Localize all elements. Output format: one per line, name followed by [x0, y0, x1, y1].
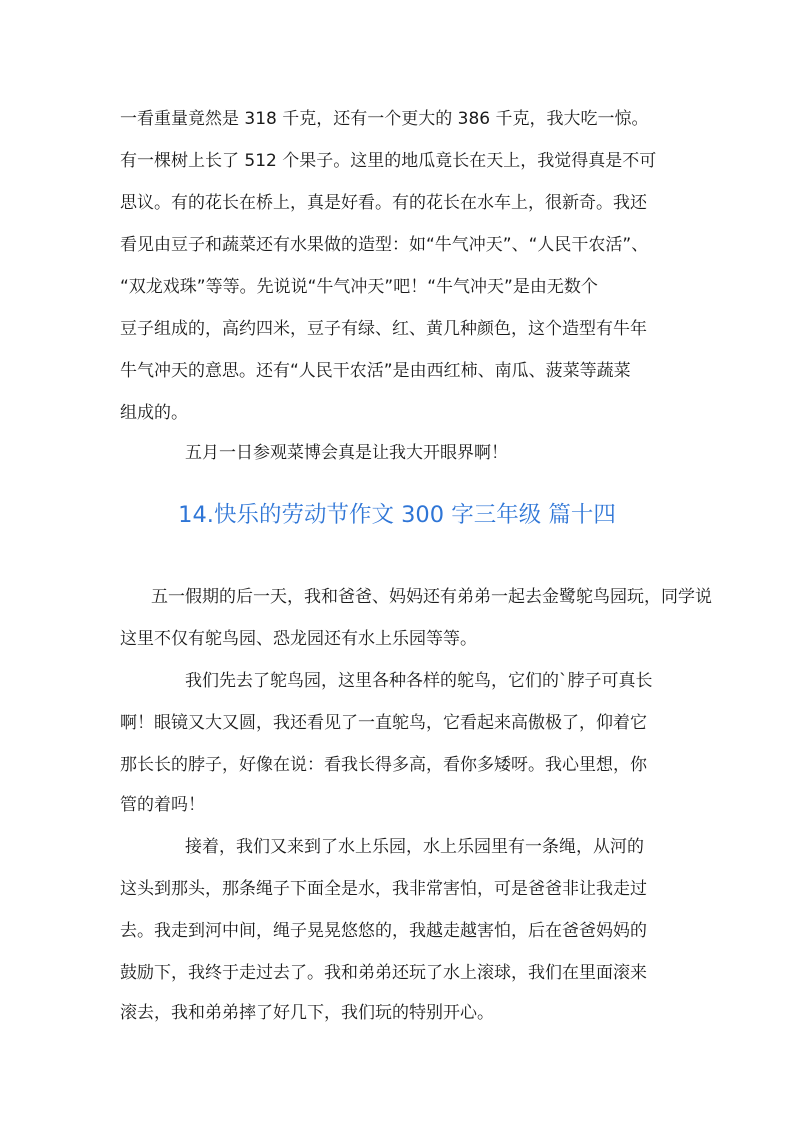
- paragraph-line: 这里不仅有鸵鸟园、恐龙园还有水上乐园等等。: [120, 629, 477, 649]
- paragraph-line: 管的着吗！: [120, 795, 205, 815]
- paragraph-line: 有一棵树上长了 512 个果子。这里的地瓜竟长在天上，我觉得真是不可: [120, 151, 657, 171]
- paragraph-line: 接着，我们又来到了水上乐园，水上乐园里有一条绳，从河的: [185, 837, 644, 857]
- paragraph-line: 五月一日参观菜博会真是让我大开眼界啊！: [185, 443, 508, 463]
- paragraph-line: 去。我走到河中间，绳子晃晃悠悠的，我越走越害怕，后在爸爸妈妈的: [120, 921, 647, 941]
- paragraph-line: 滚去，我和弟弟摔了好几下，我们玩的特别开心。: [120, 1003, 494, 1023]
- paragraph-line: 组成的。: [120, 403, 188, 423]
- paragraph-line: 鼓励下，我终于走过去了。我和弟弟还玩了水上滚球，我们在里面滚来: [120, 963, 647, 983]
- paragraph-line: 看见由豆子和蔬菜还有水果做的造型：如“牛气冲天”、“人民干农活”、: [120, 235, 649, 255]
- paragraph-line: 啊！眼镜又大又圆，我还看见了一直鸵鸟，它看起来高傲极了，仰着它: [120, 713, 647, 733]
- paragraph-line: 豆子组成的，高约四米，豆子有绿、红、黄几种颜色，这个造型有牛年: [120, 319, 647, 339]
- paragraph-line: 那长长的脖子，好像在说：看我长得多高，看你多矮呀。我心里想，你: [120, 755, 647, 775]
- paragraph-line: 牛气冲天的意思。还有“人民干农活”是由西红柿、南瓜、菠菜等蔬菜: [120, 361, 631, 381]
- paragraph-line: 一看重量竟然是 318 千克，还有一个更大的 386 千克，我大吃一惊。: [120, 109, 649, 129]
- section-heading: 14.快乐的劳动节作文 300 字三年级 篇十四: [178, 502, 616, 528]
- paragraph-line: 思议。有的花长在桥上，真是好看。有的花长在水车上，很新奇。我还: [120, 193, 647, 213]
- paragraph-line: 我们先去了鸵鸟园，这里各种各样的鸵鸟，它们的`脖子可真长: [185, 671, 653, 691]
- paragraph-line: 五一假期的后一天，我和爸爸、妈妈还有弟弟一起去金鹭鸵鸟园玩，同学说: [151, 587, 712, 607]
- paragraph-line: “双龙戏珠”等等。先说说“牛气冲天”吧！“牛气冲天”是由无数个: [120, 277, 598, 297]
- paragraph-line: 这头到那头，那条绳子下面全是水，我非常害怕，可是爸爸非让我走过: [120, 879, 647, 899]
